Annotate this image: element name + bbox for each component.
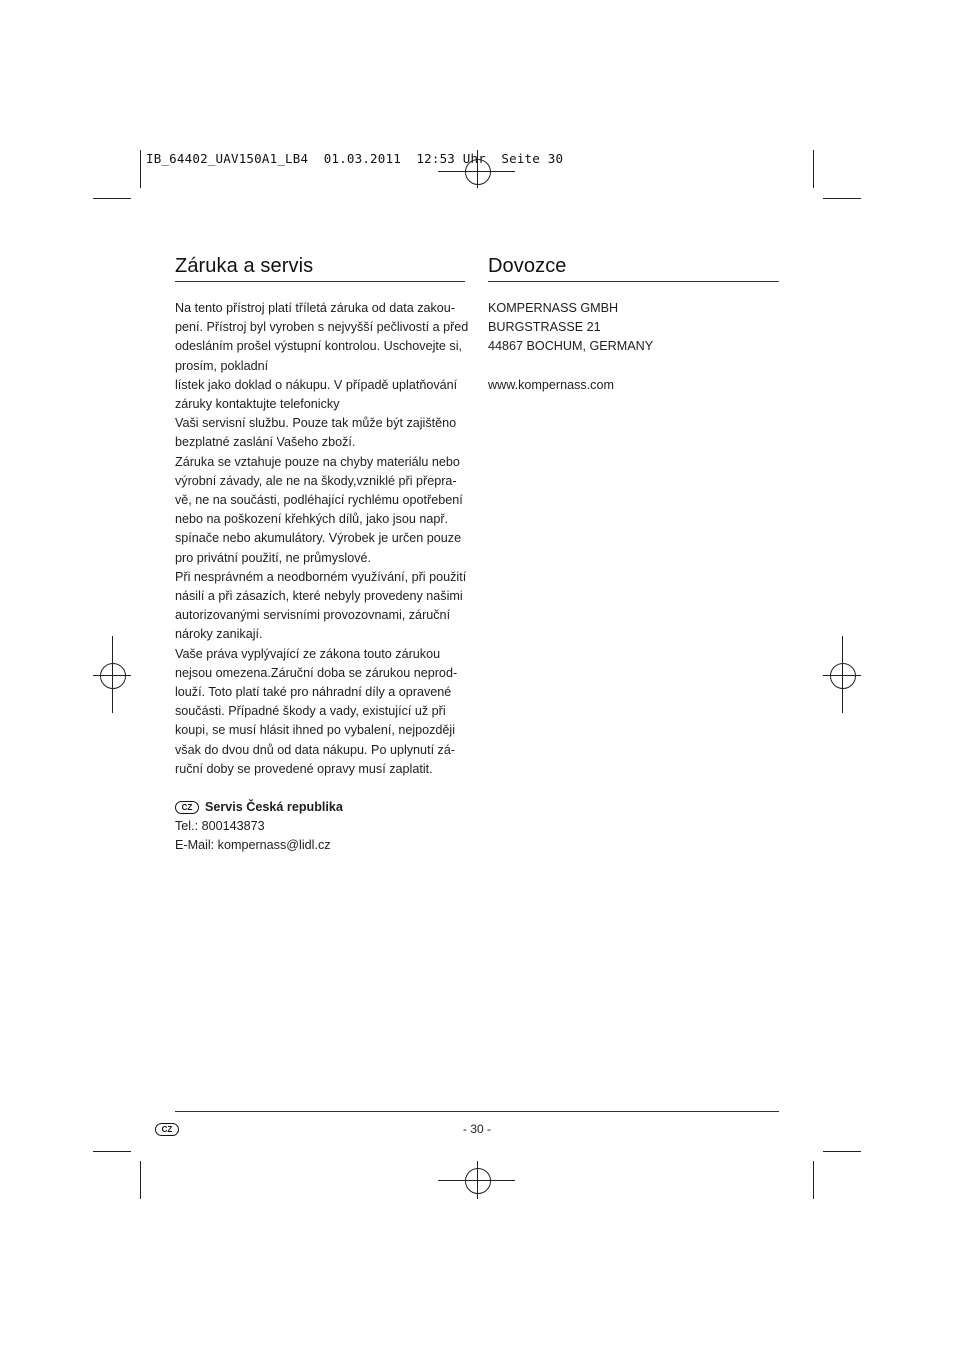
text-line: Vaši servisní službu. Pouze tak může být zajištěno [175, 416, 457, 431]
footer-country-badge-cz: CZ [155, 1123, 179, 1136]
text-line: výrobní závady, ale ne na škody,vzniklé při přepra- [175, 473, 457, 488]
page-number: - 30 - [462, 1122, 491, 1136]
crop-mark-top-left-v [140, 150, 141, 188]
text-line: prosím, pokladní [175, 358, 269, 373]
crop-mark-bottom-right-h [823, 1151, 861, 1152]
address-line: KOMPERNASS GMBH [488, 301, 619, 315]
crop-mark-bottom-left-v [140, 1161, 141, 1199]
heading-rule-left [175, 281, 465, 282]
crop-mark-bottom-right-v [813, 1161, 814, 1199]
text-line: odesláním prošel výstupní kontrolou. Uschovejte si, [175, 339, 462, 354]
address-line: 44867 BOCHUM, GERMANY [488, 339, 654, 354]
address-line: BURGSTRASSE 21 [488, 320, 601, 335]
text-line: pení. Přístroj byl vyroben s nejvyšší pečlivostí a před [175, 320, 469, 335]
text-line: Na tento přístroj platí tříletá záruka od data zakou- [175, 301, 456, 315]
text-line: součásti. Případné škody a vady, existující už při [175, 704, 446, 719]
service-phone: Tel.: 800143873 [175, 819, 265, 834]
country-badge-cz: CZ [175, 801, 199, 814]
text-line: ruční doby se provedené opravy musí zaplatit. [175, 761, 433, 776]
text-line: však do dvou dnů od data nákupu. Po uplynutí zá- [175, 742, 456, 757]
service-title: Servis Česká republika [205, 800, 343, 814]
heading-importer: Dovozce [488, 255, 567, 277]
crop-mark-bottom-left-h [93, 1151, 131, 1152]
text-line: lístek jako doklad o nákupu. V případě uplatňování [175, 377, 458, 392]
footer-rule [175, 1111, 779, 1112]
text-line: Vaše práva vyplývající ze zákona touto zárukou [175, 646, 441, 661]
heading-rule-right [488, 281, 779, 282]
text-line: nebo na poškození křehkých dílů, jako jsou např. [175, 512, 449, 527]
text-line: Při nesprávném a neodborném využívání, při použití [175, 569, 467, 584]
service-title-row [175, 798, 343, 817]
text-line: pro privátní použití, ne průmyslové. [175, 550, 371, 565]
text-line: nejsou omezena.Záruční doba se zárukou neprod- [175, 665, 458, 680]
text-line: bezplatné zaslání Vašeho zboží. [175, 435, 356, 450]
importer-website: www.kompernass.com [488, 378, 614, 392]
text-line: záruky kontaktujte telefonicky [175, 397, 340, 412]
text-line: louží. Toto platí také pro náhradní díly a opravené [175, 685, 452, 700]
heading-warranty: Záruka a servis [175, 255, 314, 277]
importer-address [488, 299, 653, 357]
service-block [175, 798, 343, 856]
text-line: nároky zanikají. [175, 627, 263, 642]
crop-mark-top-left-h [93, 198, 131, 199]
text-line: násilí a při zásazích, které nebyly provedeny našimi [175, 589, 463, 604]
text-line: koupi, se musí hlásit ihned po vybalení, nejpozději [175, 723, 456, 738]
text-line: Záruka se vztahuje pouze na chyby materiálu nebo [175, 454, 460, 469]
warranty-body [175, 299, 468, 779]
service-email: E-Mail: kompernass@lidl.cz [175, 838, 331, 853]
text-line: autorizovanými servisními provozovnami, záruční [175, 608, 451, 623]
crop-mark-top-right-h [823, 198, 861, 199]
print-slug-line: IB_64402_UAV150A1_LB4 01.03.2011 12:53 Uhr Seite 30 [146, 151, 564, 166]
text-line: spínače nebo akumulátory. Výrobek je určen pouze [175, 531, 462, 546]
text-line: vě, ne na součásti, podléhající rychlému opotřebení [175, 493, 463, 508]
crop-mark-top-right-v [813, 150, 814, 188]
